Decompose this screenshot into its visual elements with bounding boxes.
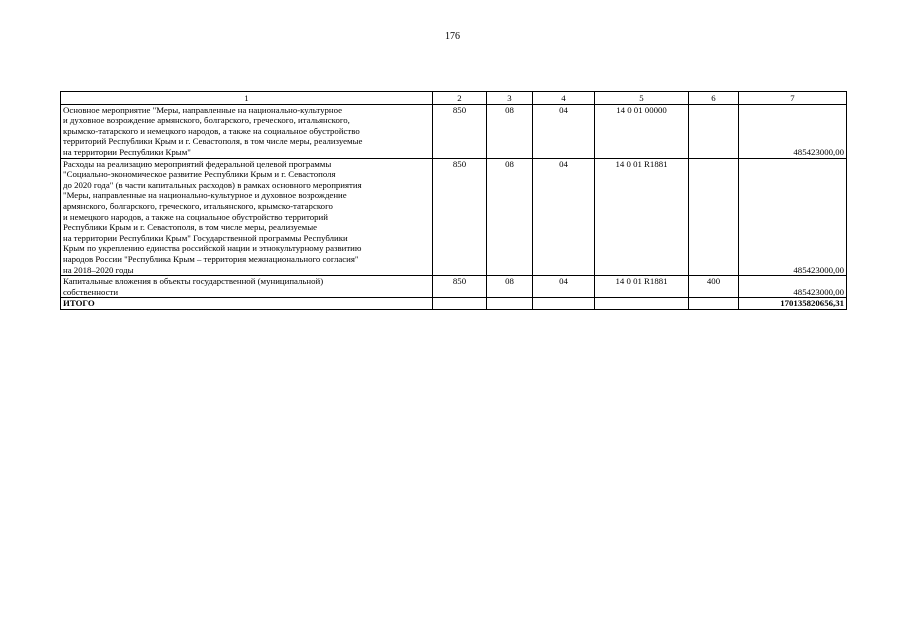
empty-cell	[595, 298, 689, 310]
cell-c6	[689, 158, 739, 276]
cell-c5: 14 0 01 00000	[595, 104, 689, 158]
cell-c2: 850	[433, 158, 487, 276]
empty-cell	[689, 298, 739, 310]
column-header: 4	[533, 92, 595, 105]
table-row	[61, 158, 847, 276]
empty-cell	[533, 298, 595, 310]
table-row	[61, 104, 847, 158]
column-header: 6	[689, 92, 739, 105]
budget-table	[60, 91, 847, 310]
row-description: Капитальные вложения в объекты государственной (муниципальной) собственности	[61, 276, 433, 298]
header-row	[61, 92, 847, 105]
row-description: Расходы на реализацию мероприятий федеральной целевой программы "Социально-экономическое развитие Республики Крым и г. Севастополя до 2020 года" (в части капитальных расходов) в рамках основного мероприятия "Меры, направленные на национально-культурное и духовное возрождение армянского, болгарского, греческого, итальянского, крымско-татарского и немецкого народов, а также на социальное обустройство территорий Республики Крым и г. Севастополя, в том числе меры, реализуемые на территории Республики Крым" Государственной программы Республики Крым по укреплению единства российской нации и этнокультурному развитию народов России "Республика Крым – территория межнационального согласия" на 2018–2020 годы	[61, 158, 433, 276]
cell-c3: 08	[487, 104, 533, 158]
cell-c4: 04	[533, 276, 595, 298]
total-label: ИТОГО	[61, 298, 433, 310]
cell-c4: 04	[533, 104, 595, 158]
cell-c6	[689, 104, 739, 158]
total-row	[61, 298, 847, 310]
cell-c5: 14 0 01 R1881	[595, 158, 689, 276]
cell-c3: 08	[487, 276, 533, 298]
table-row	[61, 276, 847, 298]
cell-amount: 485423000,00	[739, 276, 847, 298]
column-header: 2	[433, 92, 487, 105]
cell-c6: 400	[689, 276, 739, 298]
total-amount: 170135820656,31	[739, 298, 847, 310]
cell-amount: 485423000,00	[739, 158, 847, 276]
empty-cell	[433, 298, 487, 310]
cell-c3: 08	[487, 158, 533, 276]
column-header: 5	[595, 92, 689, 105]
cell-c4: 04	[533, 158, 595, 276]
column-header: 3	[487, 92, 533, 105]
cell-amount: 485423000,00	[739, 104, 847, 158]
cell-c2: 850	[433, 276, 487, 298]
page-number: 176	[445, 31, 460, 42]
cell-c5: 14 0 01 R1881	[595, 276, 689, 298]
row-description: Основное мероприятие "Меры, направленные на национально-культурное и духовное возрождение армянского, болгарского, греческого, итальянского, крымско-татарского и немецкого народов, а также на социальное обустройство территорий Республики Крым и г. Севастополя, в том числе меры, реализуемые на территории Республики Крым"	[61, 104, 433, 158]
column-header: 7	[739, 92, 847, 105]
column-header: 1	[61, 92, 433, 105]
cell-c2: 850	[433, 104, 487, 158]
empty-cell	[487, 298, 533, 310]
